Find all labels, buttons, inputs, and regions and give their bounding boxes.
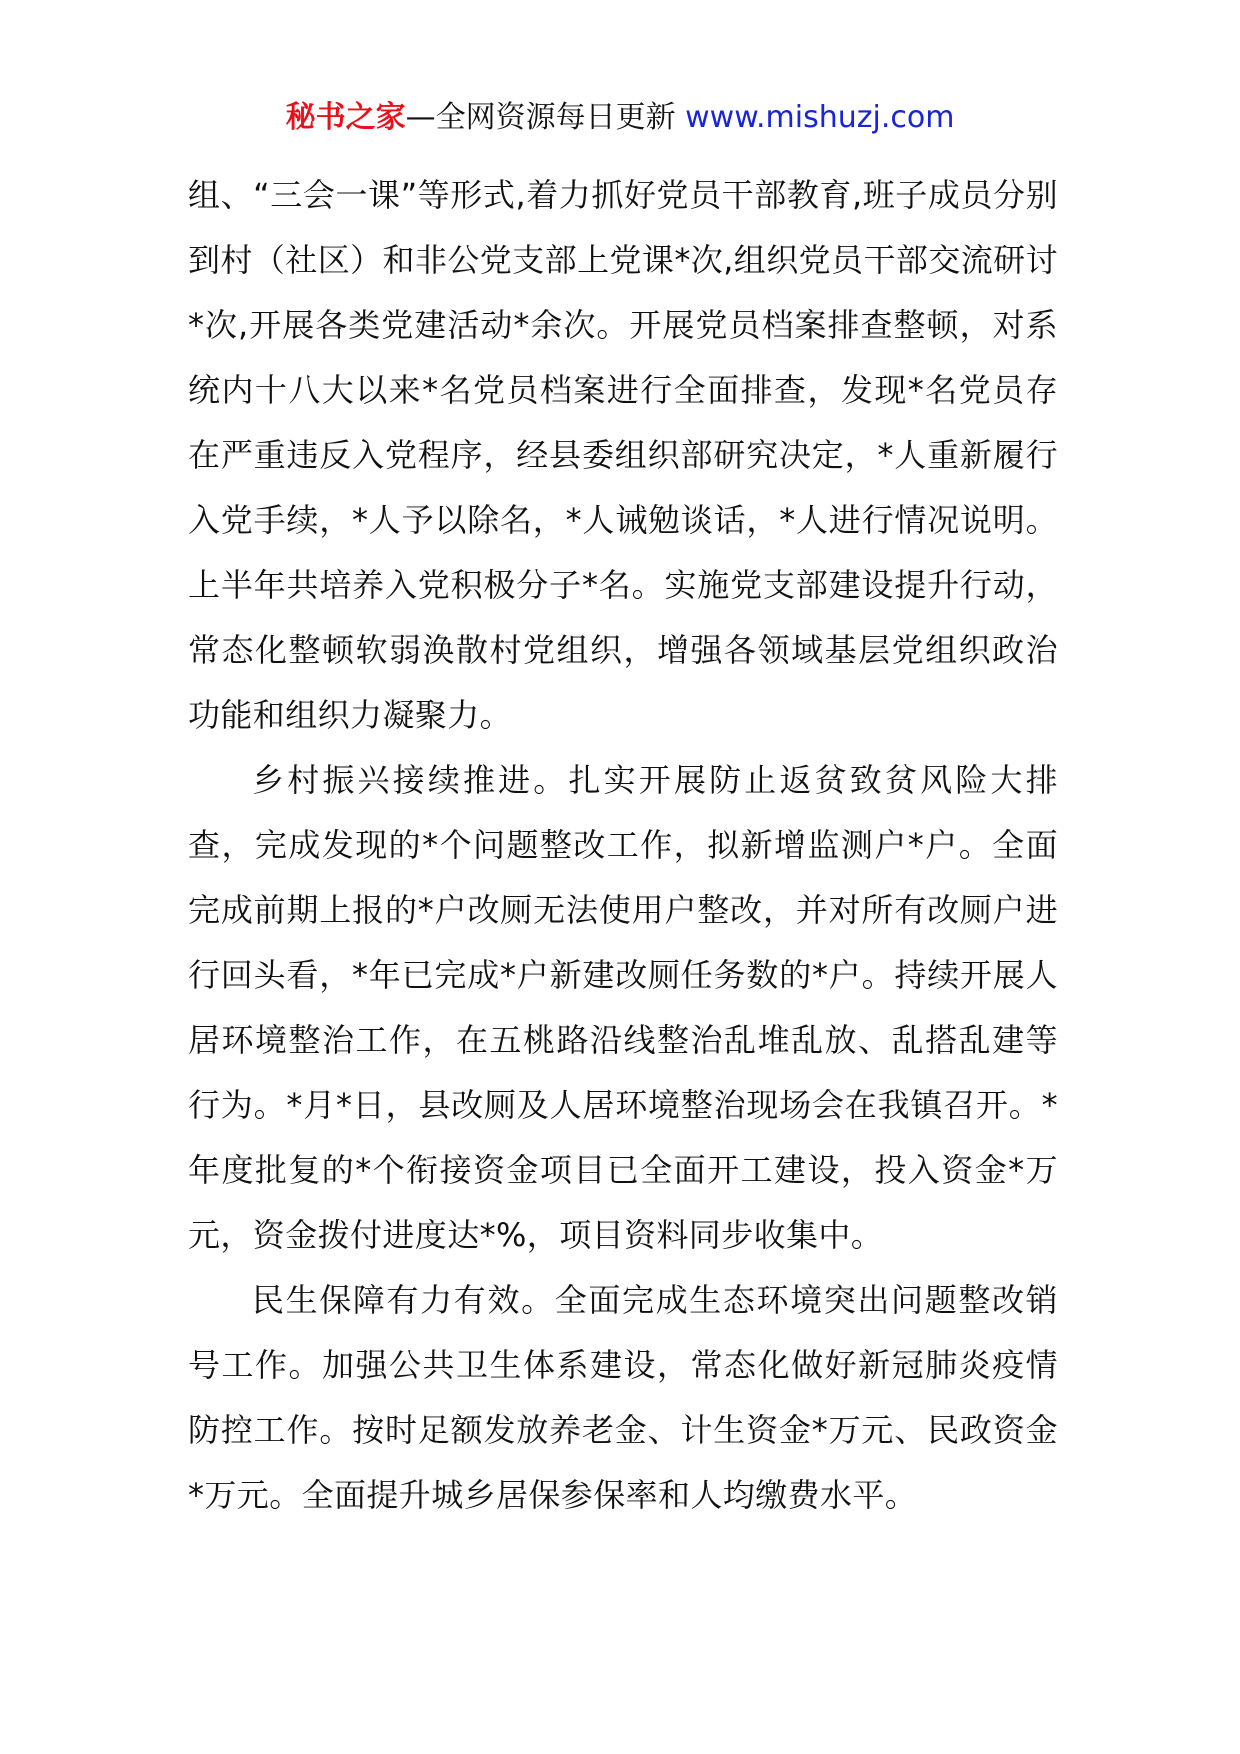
paragraph-livelihood-security: 民生保障有力有效。全面完成生态环境突出问题整改销号工作。加强公共卫生体系建设，常态化做好新冠肺炎疫情防控工作。按时足额发放养老金、计生资金*万元、民政资金*万元。全面提升城乡居保参保率和人均缴费水平。: [188, 1281, 1058, 1514]
header-tagline: —全网资源每日更新: [405, 100, 676, 135]
site-url-link[interactable]: www.mishuzj.com: [685, 100, 955, 135]
site-header: [0, 98, 1240, 138]
paragraph-rural-revitalization: 乡村振兴接续推进。扎实开展防止返贫致贫风险大排查，完成发现的*个问题整改工作，拟新增监测户*户。全面完成前期上报的*户改厕无法使用户整改，并对所有改厕户进行回头看，*年已完成*户新建改厕任务数的*户。持续开展人居环境整治工作，在五桃路沿线整治乱堆乱放、乱搭乱建等行为。*月*日，县改厕及人居环境整治现场会在我镇召开。*年度批复的*个衔接资金项目已全面开工建设，投入资金*万元，资金拨付进度达*%，项目资料同步收集中。: [188, 761, 1058, 1254]
document-body: [188, 163, 1058, 1528]
brand-name: 秘书之家: [285, 100, 406, 135]
paragraph-party-building: 组、“三会一课”等形式,着力抓好党员干部教育,班子成员分别到村（社区）和非公党支部上党课*次,组织党员干部交流研讨*次,开展各类党建活动*余次。开展党员档案排查整顿，对系统内十八大以来*名党员档案进行全面排查，发现*名党员存在严重违反入党程序，经县委组织部研究决定，*人重新履行入党手续，*人予以除名，*人诫勉谈话，*人进行情况说明。上半年共培养入党积极分子*名。实施党支部建设提升行动，常态化整顿软弱涣散村党组织，增强各领域基层党组织政治功能和组织力凝聚力。: [188, 176, 1058, 734]
